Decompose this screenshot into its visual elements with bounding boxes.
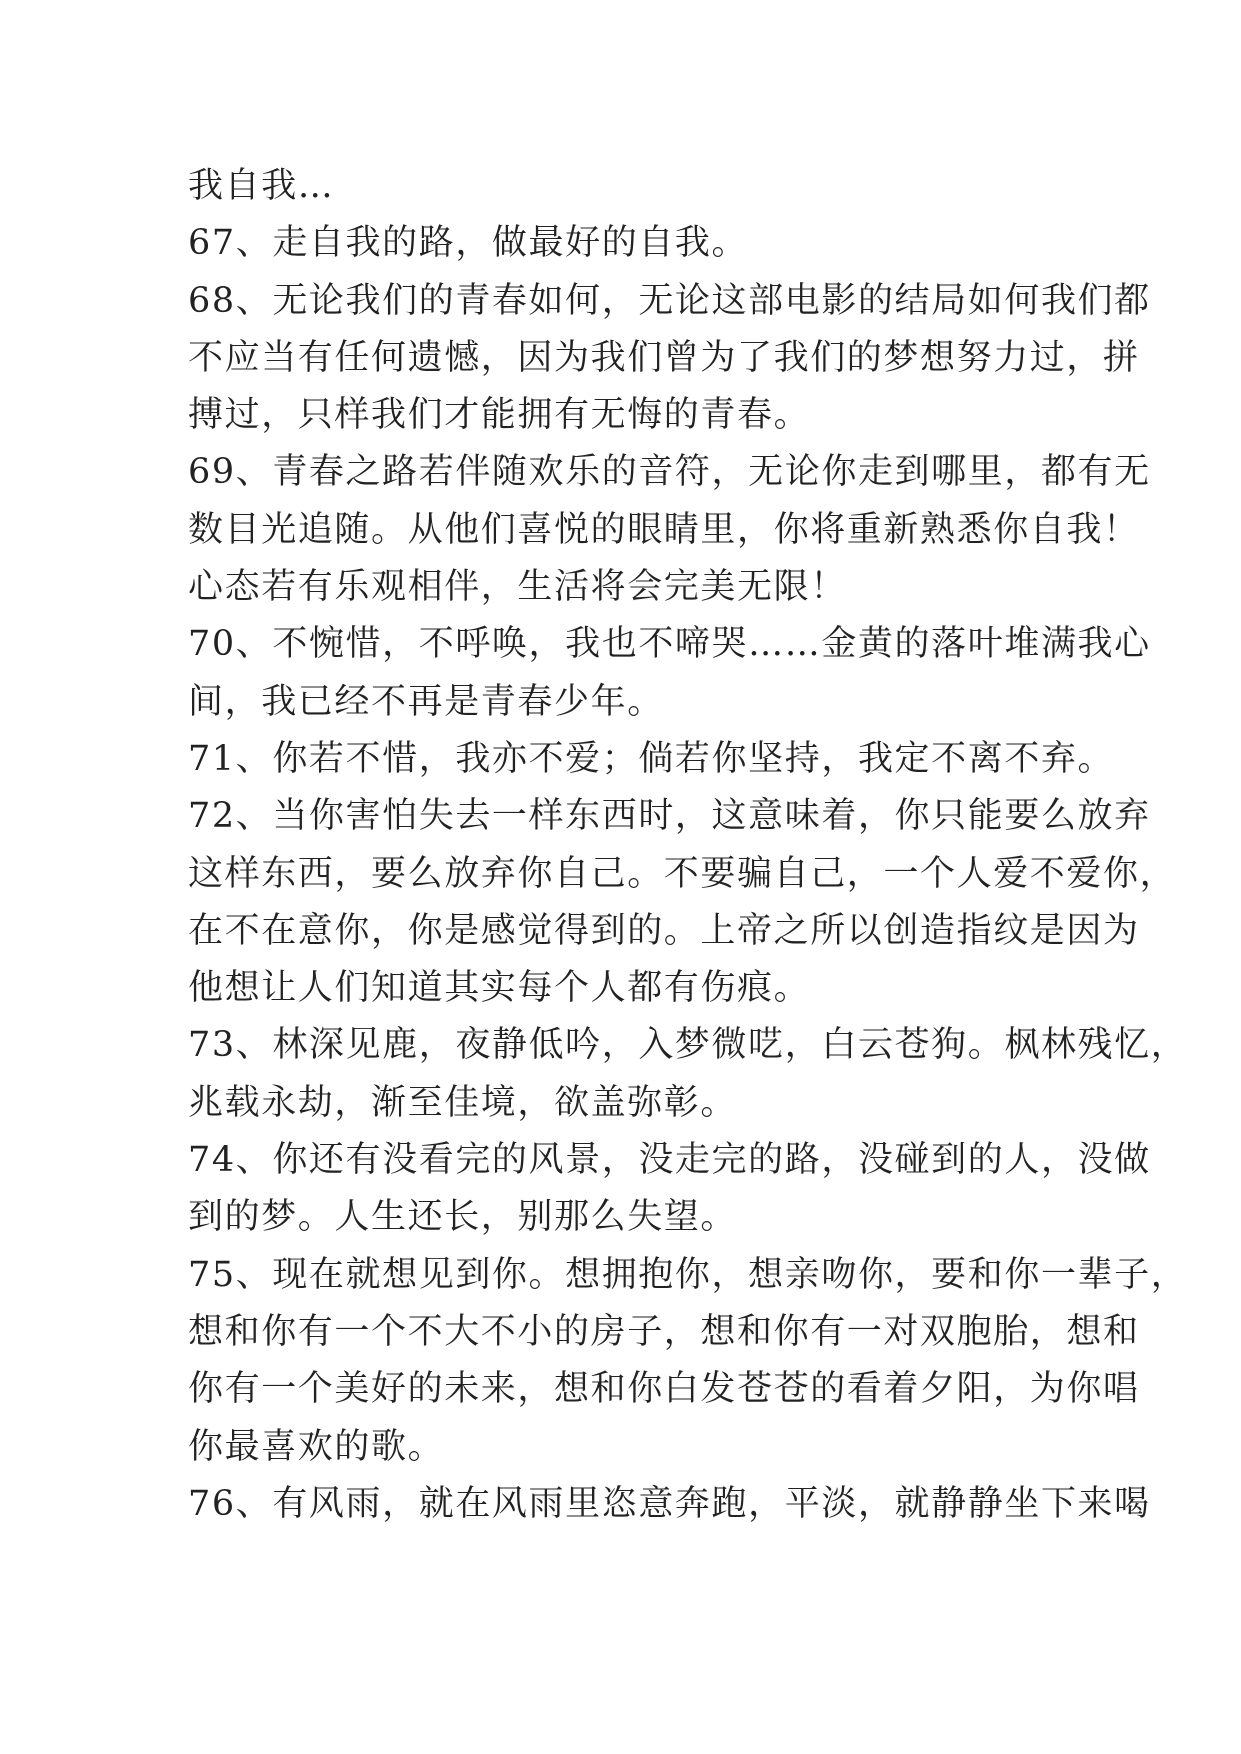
text-line: 兆载永劫，渐至佳境，欲盖弥彰。 — [188, 1082, 738, 1123]
text-line: 间，我已经不再是青春少年。 — [188, 681, 664, 722]
text-line: 搏过，只样我们才能拥有无悔的青春。 — [188, 395, 811, 436]
text-line: 这样东西，要么放弃你自己。不要骗自己，一个人爱不爱你， — [188, 853, 1177, 894]
text-line: 在不在意你，你是感觉得到的。上帝之所以创造指纹是因为 — [188, 910, 1140, 951]
text-line: 72、当你害怕失去一样东西时，这意味着，你只能要么放弃 — [188, 796, 1151, 837]
text-line: 想和你有一个不大不小的房子，想和你有一对双胞胎，想和 — [188, 1311, 1140, 1352]
text-line: 68、无论我们的青春如何，无论这部电影的结局如何我们都 — [188, 280, 1151, 321]
text-line: 73、林深见鹿，夜静低吟，入梦微呓，白云苍狗。枫林残忆， — [188, 1025, 1188, 1066]
text-line: 67、走自我的路，做最好的自我。 — [188, 223, 749, 264]
document-body — [188, 158, 1188, 1533]
text-line: 75、现在就想见到你。想拥抱你，想亲吻你，要和你一辈子， — [188, 1254, 1188, 1295]
text-line: 不应当有任何遗憾，因为我们曾为了我们的梦想努力过，拼 — [188, 337, 1140, 378]
text-line: 70、不惋惜，不呼唤，我也不啼哭……金黄的落叶堆满我心 — [188, 624, 1151, 665]
text-line: 71、你若不惜，我亦不爱；倘若你坚持，我定不离不弃。 — [188, 738, 1115, 779]
text-line: 我自我… — [188, 166, 335, 206]
text-line: 数目光追随。从他们喜悦的眼睛里，你将重新熟悉你自我！ — [188, 509, 1140, 550]
text-line: 69、青春之路若伴随欢乐的音符，无论你走到哪里，都有无 — [188, 452, 1151, 493]
text-line: 你最喜欢的歌。 — [188, 1426, 445, 1467]
text-line: 到的梦。人生还长，别那么失望。 — [188, 1197, 738, 1238]
text-line: 74、你还有没看完的风景，没走完的路，没碰到的人，没做 — [188, 1140, 1151, 1181]
text-line: 76、有风雨，就在风雨里恣意奔跑，平淡，就静静坐下来喝 — [188, 1483, 1151, 1524]
text-line: 他想让人们知道其实每个人都有伤痕。 — [188, 968, 811, 1009]
text-line: 你有一个美好的未来，想和你白发苍苍的看着夕阳，为你唱 — [188, 1369, 1140, 1410]
text-line: 心态若有乐观相伴，生活将会完美无限！ — [188, 567, 847, 608]
